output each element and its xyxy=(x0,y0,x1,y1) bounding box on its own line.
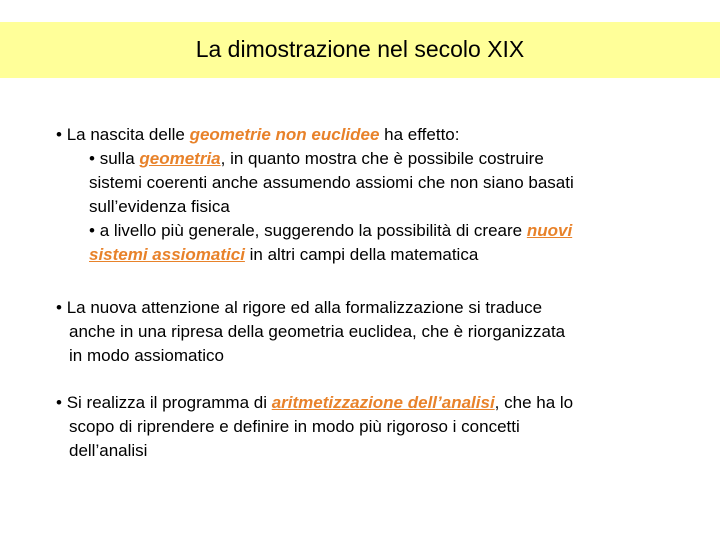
highlight-geometrie-non-euclidee: geometrie non euclidee xyxy=(189,125,380,144)
slide-title: La dimostrazione nel secolo XIX xyxy=(195,36,525,62)
bullet-line xyxy=(56,391,696,415)
bullet-marker: • xyxy=(56,298,62,317)
bullet-marker: • xyxy=(89,149,95,168)
sub-bullet-line: sull’evidenza fisica xyxy=(89,197,230,216)
highlight-geometria: geometria xyxy=(139,149,221,168)
bullet-marker: • xyxy=(56,393,62,412)
sub-bullet-line: sistemi coerenti anche assumendo assiomi che non siano basati xyxy=(89,173,574,192)
text: La nuova attenzione al rigore ed alla formalizzazione si traduce xyxy=(66,298,543,317)
text: in altri campi della matematica xyxy=(244,245,479,264)
text: La nascita delle xyxy=(66,125,190,144)
bullet-aritmetizzazione xyxy=(56,391,696,463)
text: Si realizza il programma di xyxy=(66,393,272,412)
sub-bullet-line xyxy=(56,243,696,267)
text: , in quanto mostra che è possibile costruire xyxy=(220,149,544,168)
text: , che ha lo xyxy=(494,393,574,412)
sub-bullet-geometria xyxy=(56,147,696,171)
highlight-nuovi: nuovi xyxy=(526,221,573,240)
bullet-marker: • xyxy=(89,221,95,240)
text: ha effetto: xyxy=(379,125,460,144)
bullet-line xyxy=(56,123,696,147)
highlight-sistemi-assiomatici: sistemi assiomatici xyxy=(89,245,245,264)
bullet-line: dell’analisi xyxy=(69,441,148,460)
bullet-rigore xyxy=(56,296,696,368)
bullet-line xyxy=(56,296,696,320)
highlight-aritmetizzazione: aritmetizzazione dell’analisi xyxy=(271,393,495,412)
bullet-geometrie xyxy=(56,123,696,267)
text: sulla xyxy=(99,149,140,168)
bullet-line: scopo di riprendere e definire in modo più rigoroso i concetti xyxy=(69,417,520,436)
bullet-line: anche in una ripresa della geometria euclidea, che è riorganizzata xyxy=(69,322,566,341)
bullet-marker: • xyxy=(56,125,62,144)
sub-bullet-livello xyxy=(56,219,696,243)
text: a livello più generale, suggerendo la possibilità di creare xyxy=(99,221,527,240)
bullet-line: in modo assiomatico xyxy=(69,346,224,365)
